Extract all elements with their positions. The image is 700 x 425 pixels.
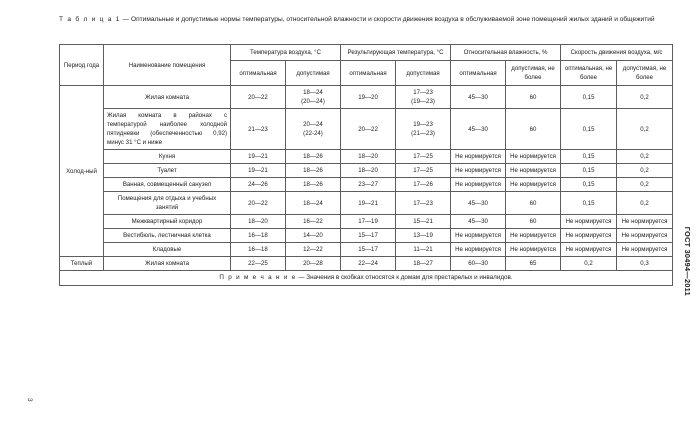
header-group-resultant-temperature: Результирующая температура, °С [341, 45, 451, 61]
temp-admissible-cell: 12—22 [286, 243, 341, 257]
standard-number-mark: ГОСТ 30494—2011 [683, 226, 692, 296]
paren-value: (22-24) [303, 130, 323, 138]
velocity-admissible-cell: 0,2 [617, 86, 673, 109]
table-row [60, 215, 673, 229]
header-sub-resultant-optimal: оптимальная [341, 61, 396, 86]
humidity-optimal-cell: Не нормируется [451, 150, 506, 164]
period-cell: Холод-ный [60, 86, 104, 257]
temp-admissible-cell: 18—26 [286, 150, 341, 164]
velocity-optimal-cell: 0,15 [561, 192, 617, 215]
room-name-cell: Жилая комната [104, 86, 231, 109]
velocity-optimal-cell: Не нормируется [561, 215, 617, 229]
humidity-optimal-cell: 45—30 [451, 215, 506, 229]
norms-table [59, 44, 673, 286]
temp-optimal-cell: 20—22 [231, 86, 286, 109]
velocity-admissible-cell: Не нормируется [617, 243, 673, 257]
paren-value: (21—23) [411, 130, 435, 138]
table-caption-label: Т а б л и ц а 1 [59, 16, 121, 23]
header-group-air-velocity: Скорость движения воздуха, м/с [561, 45, 673, 61]
table-caption-dash: — [120, 16, 131, 23]
header-group-air-temperature: Температура воздуха, °С [231, 45, 341, 61]
header-group-relative-humidity: Относительная влажность, % [451, 45, 561, 61]
velocity-optimal-cell: 0,15 [561, 164, 617, 178]
table-row [60, 178, 673, 192]
resultant-admissible-cell: 19—23 (21—23) [396, 109, 451, 150]
temp-optimal-cell: 19—21 [231, 150, 286, 164]
resultant-admissible-cell: 13—19 [396, 229, 451, 243]
header-room-name: Наименование помещения [104, 45, 231, 86]
temp-optimal-cell: 16—18 [231, 229, 286, 243]
velocity-admissible-cell: 0,2 [617, 164, 673, 178]
humidity-optimal-cell: 45—30 [451, 192, 506, 215]
humidity-optimal-cell: Не нормируется [451, 164, 506, 178]
table-caption [59, 15, 671, 26]
resultant-optimal-cell: 19—21 [341, 192, 396, 215]
resultant-optimal-cell: 18—20 [341, 164, 396, 178]
paren-value: (20—24) [301, 98, 325, 106]
temp-optimal-cell: 16—18 [231, 243, 286, 257]
velocity-admissible-cell: Не нормируется [617, 229, 673, 243]
table-row [60, 257, 673, 271]
velocity-admissible-cell: 0,2 [617, 109, 673, 150]
velocity-admissible-cell: 0,3 [617, 257, 673, 271]
resultant-optimal-cell: 18—20 [341, 150, 396, 164]
temp-optimal-cell: 18—20 [231, 215, 286, 229]
humidity-admissible-cell: Не нормируется [506, 229, 561, 243]
temp-admissible-cell: 14—20 [286, 229, 341, 243]
room-name-cell: Помещения для отдыха и учебных занятий [104, 192, 231, 215]
temp-admissible-cell: 20—24 (22-24) [286, 109, 341, 150]
table-row [60, 150, 673, 164]
room-name-cell: Кухня [104, 150, 231, 164]
velocity-optimal-cell: 0,2 [561, 257, 617, 271]
humidity-admissible-cell: 65 [506, 257, 561, 271]
table-header-row-groups [60, 45, 673, 61]
room-name-cell: Жилая комната [104, 257, 231, 271]
velocity-optimal-cell: 0,15 [561, 178, 617, 192]
temp-admissible-cell: 18—26 [286, 178, 341, 192]
table-row [60, 192, 673, 215]
velocity-optimal-cell: 0,15 [561, 150, 617, 164]
velocity-admissible-cell: 0,2 [617, 192, 673, 215]
table-row [60, 86, 673, 109]
paren-value: (19—23) [411, 98, 435, 106]
temp-admissible-cell: 20—28 [286, 257, 341, 271]
resultant-admissible-cell: 17—23 (19—23) [396, 86, 451, 109]
norms-table-container [59, 44, 672, 286]
humidity-admissible-cell: Не нормируется [506, 178, 561, 192]
humidity-optimal-cell: Не нормируется [451, 229, 506, 243]
humidity-admissible-cell: 60 [506, 86, 561, 109]
period-cell: Теплый [60, 257, 104, 271]
room-name-cell: Вестибюль, лестничная клетка [104, 229, 231, 243]
resultant-optimal-cell: 15—17 [341, 229, 396, 243]
temp-admissible-cell: 16—22 [286, 215, 341, 229]
table-row [60, 164, 673, 178]
table-row [60, 109, 673, 150]
note-label: П р и м е ч а н и е [219, 274, 297, 282]
velocity-optimal-cell: Не нормируется [561, 243, 617, 257]
header-sub-velocity-admissible: допустимая, не более [617, 61, 673, 86]
resultant-admissible-cell: 11—21 [396, 243, 451, 257]
temp-optimal-cell: 20—22 [231, 192, 286, 215]
table-caption-text: Оптимальные и допустимые нормы температуры, относительной влажности и скорости движения воздуха в обслуживаемой зоне помещений жилых зданий и общежитий [130, 16, 655, 23]
temp-admissible-cell: 18—24 (20—24) [286, 86, 341, 109]
temp-optimal-cell: 19—21 [231, 164, 286, 178]
humidity-optimal-cell: 45—30 [451, 109, 506, 150]
resultant-optimal-cell: 22—24 [341, 257, 396, 271]
humidity-admissible-cell: 60 [506, 109, 561, 150]
header-sub-temp-optimal: оптимальная [231, 61, 286, 86]
resultant-admissible-cell: 15—21 [396, 215, 451, 229]
velocity-admissible-cell: 0,2 [617, 150, 673, 164]
table-body [60, 86, 673, 286]
temp-optimal-cell: 24—26 [231, 178, 286, 192]
room-name-cell: Межквартирный коридор [104, 215, 231, 229]
resultant-optimal-cell: 19—20 [341, 86, 396, 109]
temp-admissible-cell: 18—26 [286, 164, 341, 178]
header-period: Период года [60, 45, 104, 86]
humidity-optimal-cell: Не нормируется [451, 243, 506, 257]
header-sub-resultant-admissible: допустимая [396, 61, 451, 86]
humidity-optimal-cell: Не нормируется [451, 178, 506, 192]
resultant-optimal-cell: 20—22 [341, 109, 396, 150]
humidity-admissible-cell: Не нормируется [506, 150, 561, 164]
temp-optimal-cell: 22—25 [231, 257, 286, 271]
temp-admissible-cell: 18—24 [286, 192, 341, 215]
resultant-admissible-cell: 17—25 [396, 164, 451, 178]
velocity-admissible-cell: Не нормируется [617, 215, 673, 229]
resultant-optimal-cell: 17—19 [341, 215, 396, 229]
table-row [60, 229, 673, 243]
resultant-admissible-cell: 17—26 [396, 178, 451, 192]
humidity-admissible-cell: 60 [506, 192, 561, 215]
velocity-optimal-cell: 0,15 [561, 109, 617, 150]
table-header [60, 45, 673, 86]
header-sub-humidity-admissible: допустимая, не более [506, 61, 561, 86]
humidity-admissible-cell: Не нормируется [506, 164, 561, 178]
room-name-cell: Ванная, совмещенный санузел [104, 178, 231, 192]
humidity-admissible-cell: 60 [506, 215, 561, 229]
velocity-optimal-cell: 0,15 [561, 86, 617, 109]
velocity-optimal-cell: Не нормируется [561, 229, 617, 243]
header-sub-temp-admissible: допустимая [286, 61, 341, 86]
room-name-cell: Кладовые [104, 243, 231, 257]
page-number: 3 [26, 398, 33, 402]
resultant-admissible-cell: 17—23 [396, 192, 451, 215]
table-row [60, 243, 673, 257]
table-note: П р и м е ч а н и е — Значения в скобках относятся к домам для престарелых и инвалидов. [60, 271, 673, 285]
humidity-optimal-cell: 60—30 [451, 257, 506, 271]
resultant-admissible-cell: 17—25 [396, 150, 451, 164]
room-name-cell: Туалет [104, 164, 231, 178]
header-sub-humidity-optimal: оптимальная [451, 61, 506, 86]
resultant-admissible-cell: 18—27 [396, 257, 451, 271]
room-name-cell: Жилая комната в районах с температурой наиболее холодной пятидневки (обеспеченностью 0,92) минус 31 °С и ниже [104, 109, 231, 150]
table-note-row [60, 271, 673, 285]
humidity-optimal-cell: 45—30 [451, 86, 506, 109]
resultant-optimal-cell: 23—27 [341, 178, 396, 192]
resultant-optimal-cell: 15—17 [341, 243, 396, 257]
temp-optimal-cell: 21—23 [231, 109, 286, 150]
humidity-admissible-cell: Не нормируется [506, 243, 561, 257]
velocity-admissible-cell: 0,2 [617, 178, 673, 192]
header-sub-velocity-optimal: оптимальная, не более [561, 61, 617, 86]
